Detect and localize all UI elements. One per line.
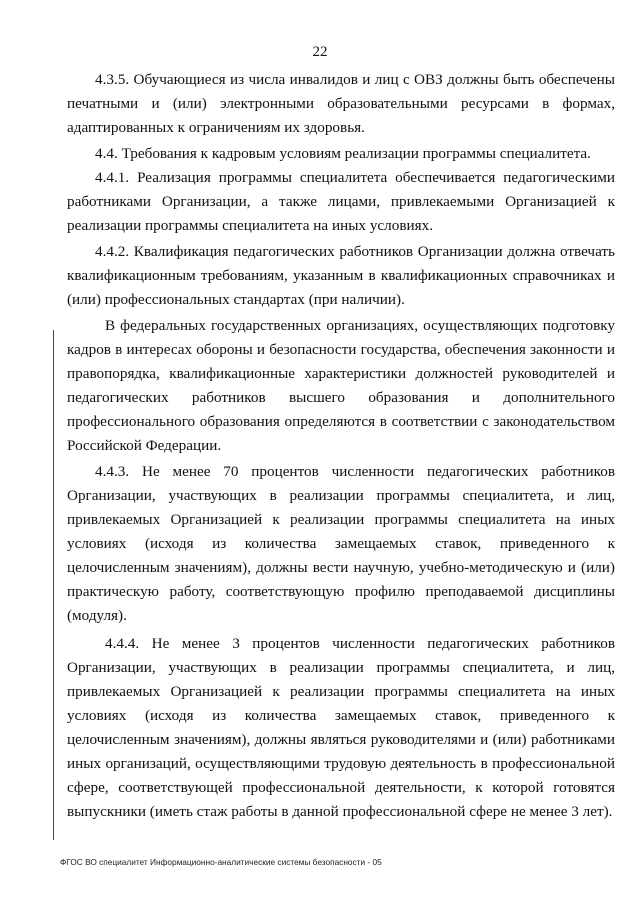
paragraph-4-4-4: 4.4.4. Не менее 3 процентов численности педагогических работников Организации, участвующих в реализации программы специалитета, и лиц, привлекаемых Организацией к реализации программы специалитета на иных условиях (исходя из количества замещаемых ставок, приведенного к целочисленным значениям), должны являться руководителями и (или) работниками иных организаций, осуществляющими трудовую деятельность в профессиональной сфере, соответствующей профессиональной деятельности, к которой готовятся выпускники (иметь стаж работы в данной профессиональной сфере не менее 3 лет). (67, 635, 615, 820)
paragraph-4-4: 4.4. Требования к кадровым условиям реализации программы специалитета. (95, 145, 591, 162)
footer-note: ФГОС ВО специалитет Информационно-аналитические системы безопасности - 05 (60, 857, 382, 867)
paragraph-4-4-3: 4.4.3. Не менее 70 процентов численности педагогических работников Организации, участвующих в реализации программы специалитета, и лиц, привлекаемых Организацией к реализации программы специалитета на иных условиях (исходя из количества замещаемых ставок, приведенного к целочисленным значениям), должны вести научную, учебно-методическую и (или) практическую работу, соответствующую профилю преподаваемой дисциплины (модуля). (67, 463, 615, 624)
paragraph-4-4-2: 4.4.2. Квалификация педагогических работников Организации должна отвечать квалификационным требованиям, указанным в квалификационных справочниках и (или) профессиональных стандартах (при наличии). (67, 243, 615, 308)
paragraph-4-3-5: 4.3.5. Обучающиеся из числа инвалидов и лиц с ОВЗ должны быть обеспечены печатными и (или) электронными образовательными ресурсами в формах, адаптированных к ограничениям их здоровья. (67, 71, 615, 136)
paragraph-federal-organizations: В федеральных государственных организациях, осуществляющих подготовку кадров в интересах обороны и безопасности государства, обеспечения законности и правопорядка, квалификационные характеристики должностей руководителей и педагогических работников высшего образования и дополнительного профессионального образования определяются в соответствии с законодательством Российской Федерации. (67, 317, 615, 454)
page-number: 22 (312, 44, 328, 60)
paragraph-4-4-1: 4.4.1. Реализация программы специалитета обеспечивается педагогическими работниками Организации, а также лицами, привлекаемыми Организацией к реализации программы специалитета на иных условиях. (67, 169, 615, 234)
margin-change-bar (53, 330, 54, 840)
